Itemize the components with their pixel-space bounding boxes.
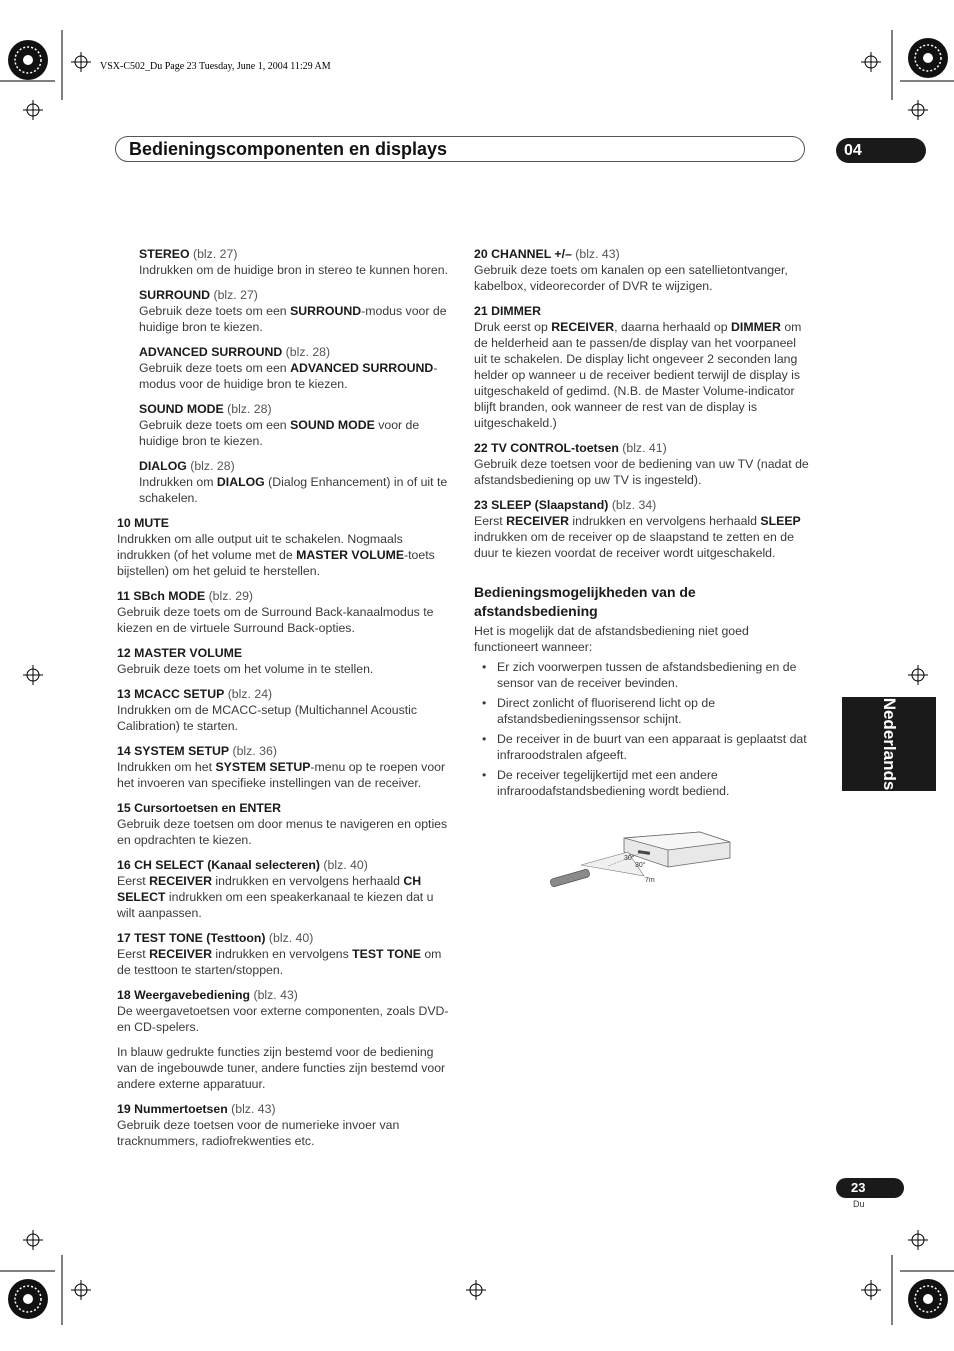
crosshair-icon xyxy=(908,665,928,685)
chapter-title: Bedieningscomponenten en displays xyxy=(129,139,448,159)
page-reference: (blz. 28) xyxy=(285,345,331,359)
page-reference: (blz. 28) xyxy=(190,459,235,473)
control-name: 15 Cursortoetsen en ENTER xyxy=(117,801,281,815)
control-description: Druk eerst op RECEIVER, daarna herhaald op DIMMER om de helderheid aan te passen/de display van het voorpaneel uit te schakelen. De display licht ongeveer 2 seconden lang helder op wanneer u de receiver bedient terwijl de display is uitgeschakeld of gedimd. (N.B. de Master Volume-indicator blijft branden, ook wanneer de rest van de display is uitgeschakeld.) xyxy=(474,320,802,430)
crosshair-icon xyxy=(71,1280,91,1300)
page-reference: (blz. 27) xyxy=(193,247,238,261)
page-language-code: Du xyxy=(853,1199,865,1209)
page-number-badge: 23 xyxy=(836,1178,904,1198)
page-reference: (blz. 36) xyxy=(232,744,277,758)
chapter-number-badge: 04 xyxy=(836,138,926,163)
crosshair-icon xyxy=(861,1280,881,1300)
registration-wheel-icon xyxy=(6,1277,50,1321)
control-description: Eerst RECEIVER indrukken en vervolgens herhaald SLEEP indrukken om de receiver op de slaapstand te zetten en de duur te kiezen voordat de receiver wordt uitgeschakeld. xyxy=(474,514,801,560)
page-reference: (blz. 28) xyxy=(227,402,272,416)
control-description: Indrukken om het SYSTEM SETUP-menu op te roepen voor het invoeren van specifieke instellingen van de receiver. xyxy=(117,760,446,790)
control-description: Indrukken om de huidige bron in stereo te kunnen horen. xyxy=(139,263,448,277)
control-description: Indrukken om de MCACC-setup (Multichannel Acoustic Calibration) te starten. xyxy=(117,703,418,733)
control-description: Indrukken om alle output uit te schakelen. Nogmaals indrukken (of het volume met de MASTER VOLUME-toets bijstellen) om het geluid te herstellen. xyxy=(117,532,435,578)
page-reference: (blz. 43) xyxy=(575,247,620,261)
list-item: • Direct zonlicht of fluoriserend licht op de afstandsbedieningssensor schijnt. xyxy=(474,695,812,727)
control-name: SOUND MODE xyxy=(139,402,224,416)
control-description: Gebruik deze toetsen voor de bediening van uw TV (nadat de afstandsbediening op uw TV is ingesteld). xyxy=(474,457,809,487)
list-item: • Er zich voorwerpen tussen de afstandsbediening en de sensor van de receiver bevinden. xyxy=(474,659,812,691)
page-reference: (blz. 43) xyxy=(253,988,298,1002)
angle-label-1: 30° xyxy=(624,855,635,862)
page-reference: (blz. 24) xyxy=(227,687,273,701)
remote-section-heading: Bedieningsmogelijkheden van de afstandsbediening xyxy=(474,584,696,619)
control-description: Indrukken om DIALOG (Dialog Enhancement) in of uit te schakelen. xyxy=(139,475,448,505)
control-name: SURROUND xyxy=(139,288,211,302)
control-description: Gebruik deze toets om een ADVANCED SURROUND-modus voor de huidige bron te kiezen. xyxy=(139,361,438,391)
crosshair-icon xyxy=(71,52,91,72)
control-name: 13 MCACC SETUP xyxy=(117,687,225,701)
control-name: 10 MUTE xyxy=(117,516,169,530)
page-reference: (blz. 43) xyxy=(231,1102,276,1116)
page-reference: (blz. 41) xyxy=(622,441,667,455)
control-name: 17 TEST TONE (Testtoon) xyxy=(117,931,266,945)
control-description: De weergavetoetsen voor externe componenten, zoals DVD- en CD-spelers. xyxy=(117,1004,449,1034)
control-description: Eerst RECEIVER indrukken en vervolgens herhaald CH SELECT indrukken om een speakerkanaal te kiezen dat u wilt aanpassen. xyxy=(117,874,434,920)
control-description: Gebruik deze toetsen voor de numerieke invoer van tracknummers, radiofrekwenties etc. xyxy=(117,1118,400,1148)
distance-label: 7m xyxy=(645,877,655,884)
control-description: Gebruik deze toets om een SOUND MODE voor de huidige bron te kiezen. xyxy=(139,418,420,448)
crosshair-icon xyxy=(861,52,881,72)
list-item: • De receiver in de buurt van een apparaat is geplaatst dat infraroodstralen afgeeft. xyxy=(474,731,812,763)
control-name: 16 CH SELECT (Kanaal selecteren) xyxy=(117,858,320,872)
remote-section-intro: Het is mogelijk dat de afstandsbediening niet goed functioneert wanneer: xyxy=(474,624,749,654)
control-name: 14 SYSTEM SETUP xyxy=(117,744,230,758)
control-description: Gebruik deze toets om de Surround Back-kanaalmodus te kiezen en de virtuele Surround Back-opties. xyxy=(117,605,434,635)
crosshair-icon xyxy=(466,1280,486,1300)
control-name: 21 DIMMER xyxy=(474,304,541,318)
registration-wheel-icon xyxy=(906,36,950,80)
list-item: • De receiver tegelijkertijd met een andere infraroodafstandsbediening wordt bediend. xyxy=(474,767,812,799)
control-description: Gebruik deze toets om kanalen op een satellietontvanger, kabelbox, videorecorder of DVR te wijzigen. xyxy=(474,263,788,293)
control-description: Gebruik deze toets om het volume in te stellen. xyxy=(117,662,374,676)
control-name: 18 Weergavebediening xyxy=(117,988,251,1002)
control-name: ADVANCED SURROUND xyxy=(139,345,283,359)
control-name: 12 MASTER VOLUME xyxy=(117,646,243,660)
control-description: Eerst RECEIVER indrukken en vervolgens TEST TONE om de testtoon te starten/stoppen. xyxy=(117,947,442,977)
crosshair-icon xyxy=(23,665,43,685)
crosshair-icon xyxy=(23,100,43,120)
control-name: 19 Nummertoetsen xyxy=(117,1102,228,1116)
page-reference: (blz. 34) xyxy=(611,498,657,512)
control-name: STEREO xyxy=(139,247,190,261)
crosshair-icon xyxy=(23,1230,43,1250)
crosshair-icon xyxy=(908,100,928,120)
control-name: 11 SBch MODE xyxy=(117,589,206,603)
language-tab-label: Nederlands xyxy=(880,697,899,791)
page-reference: (blz. 40) xyxy=(268,931,314,945)
page-reference: (blz. 27) xyxy=(213,288,258,302)
angle-label-2: 30° xyxy=(635,862,646,869)
control-description: Gebruik deze toets om een SURROUND-modus voor de huidige bron te kiezen. xyxy=(139,304,447,334)
registration-wheel-icon xyxy=(6,38,50,82)
control-name: 23 SLEEP (Slaapstand) xyxy=(474,498,609,512)
control-name: 22 TV CONTROL-toetsen xyxy=(474,441,619,455)
control-name: DIALOG xyxy=(139,459,187,473)
print-header: VSX-C502_Du Page 23 Tuesday, June 1, 2004 11:29 AM xyxy=(100,61,331,72)
registration-wheel-icon xyxy=(906,1277,950,1321)
crosshair-icon xyxy=(908,1230,928,1250)
control-description: In blauw gedrukte functies zijn bestemd voor de bediening van de ingebouwde tuner, andere functies zijn bestemd voor andere externe apparatuur. xyxy=(117,1045,446,1091)
page-reference: (blz. 40) xyxy=(323,858,368,872)
control-name: 20 CHANNEL +/– xyxy=(474,247,572,261)
control-description: Gebruik deze toetsen om door menus te navigeren en opties en opdrachten te kiezen. xyxy=(117,817,448,847)
page-reference: (blz. 29) xyxy=(208,589,253,603)
